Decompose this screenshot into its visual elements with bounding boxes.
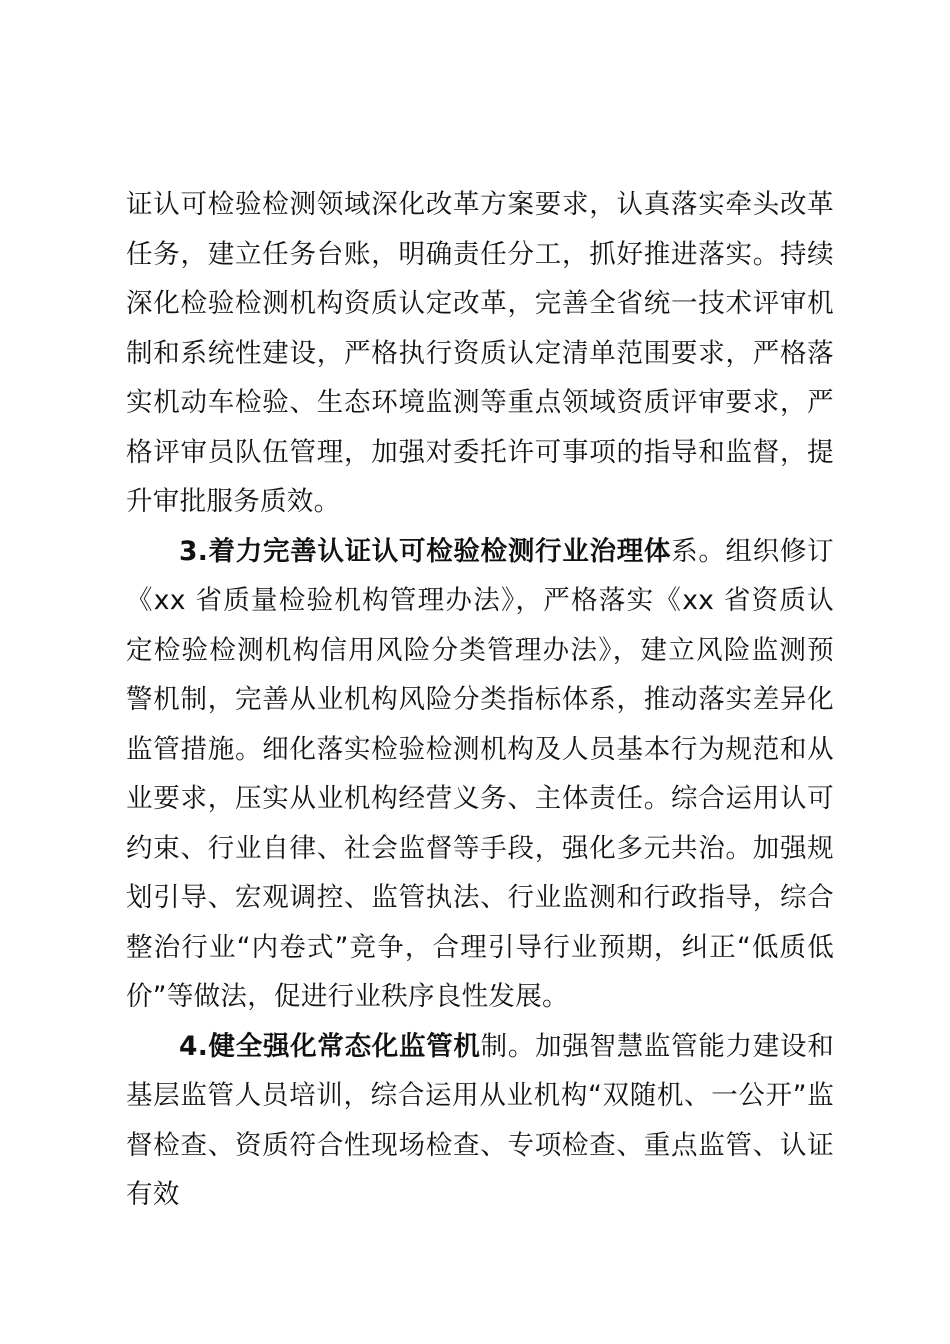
section-4-heading: 4.健全强化常态化监管机	[179, 1030, 481, 1062]
section-3-heading: 3.着力完善认证认可检验检测行业治理体	[179, 535, 672, 567]
paragraph-continuation	[126, 180, 834, 527]
paragraph-section-4	[126, 1022, 834, 1220]
paragraph-section-3	[126, 527, 834, 1022]
section-3-body: 系。组织修订《xx 省质量检验机构管理办法》，严格落实《xx 省资质认定检验检测机构信用风险分类管理办法》，建立风险监测预警机制，完善从业机构风险分类指标体系，推动落实差异化监管措施。细化落实检验检测机构及人员基本行为规范和从业要求，压实从业机构经营义务、主体责任。综合运用认可约束、行业自律、社会监督等手段，强化多元共治。加强规划引导、宏观调控、监管执法、行业监测和行政指导，综合整治行业“内卷式”竞争，合理引导行业预期，纠正“低质低价”等做法，促进行业秩序良性发展。	[126, 535, 834, 1012]
document-page	[126, 180, 834, 1220]
paragraph-1-body: 证认可检验检测领域深化改革方案要求，认真落实牵头改革任务，建立任务台账，明确责任分工，抓好推进落实。持续深化检验检测机构资质认定改革，完善全省统一技术评审机制和系统性建设，严格执行资质认定清单范围要求，严格落实机动车检验、生态环境监测等重点领域资质评审要求，严格评审员队伍管理，加强对委托许可事项的指导和监督，提升审批服务质效。	[126, 189, 834, 517]
section-4-body: 制。加强智慧监管能力建设和基层监管人员培训，综合运用从业机构“双随机、一公开”监督检查、资质符合性现场检查、专项检查、重点监管、认证有效	[126, 1030, 835, 1210]
